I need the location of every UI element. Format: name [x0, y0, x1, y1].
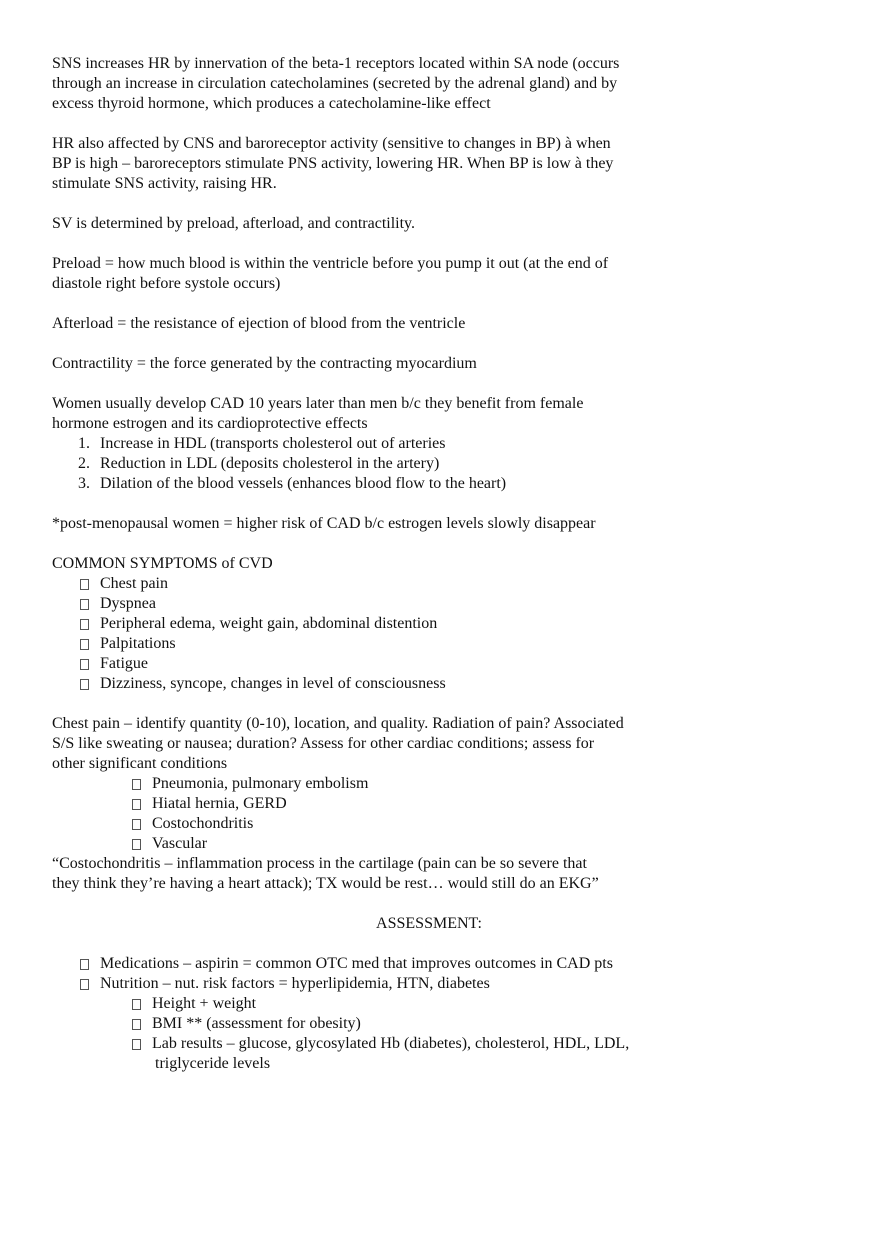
- list-item-text: Dyspnea: [100, 595, 156, 612]
- list-item-text: Costochondritis: [152, 815, 254, 832]
- list-item-text: Dilation of the blood vessels (enhances blood flow to the heart): [100, 475, 507, 492]
- list-item-text: Height + weight: [152, 995, 257, 1012]
- checkbox-bullet-icon: [80, 959, 89, 970]
- symptoms-heading: [52, 554, 852, 574]
- heading-text: COMMON SYMPTOMS of CVD: [52, 555, 273, 572]
- checkbox-bullet-icon: [80, 599, 89, 610]
- list-item-text: Nutrition – nut. risk factors = hyperlipidemia, HTN, diabetes: [100, 975, 490, 992]
- text-line: diastole right before systole occurs): [52, 275, 281, 292]
- list-item: [52, 474, 852, 494]
- text-line: through an increase in circulation catecholamines (secreted by the adrenal gland) and by: [52, 75, 618, 92]
- paragraph-afterload: [52, 314, 852, 334]
- checkbox-bullet-icon: [132, 999, 141, 1010]
- list-item: [52, 814, 852, 834]
- list-item-text: Peripheral edema, weight gain, abdominal distention: [100, 615, 438, 632]
- heading-text: ASSESSMENT:: [376, 915, 482, 932]
- checkbox-bullet-icon: [80, 639, 89, 650]
- list-item: [52, 614, 852, 634]
- list-item-text: Dizziness, syncope, changes in level of consciousness: [100, 675, 446, 692]
- list-item-text: Chest pain: [100, 575, 168, 592]
- list-item: [52, 794, 852, 814]
- nutrition-sublist: [52, 994, 852, 1074]
- list-item: [52, 434, 852, 454]
- paragraph-contractility: [52, 354, 852, 374]
- checkbox-bullet-icon: [132, 779, 141, 790]
- paragraph-women-cad: [52, 394, 852, 434]
- symptoms-list: [52, 574, 852, 694]
- text-line: S/S like sweating or nausea; duration? Assess for other cardiac conditions; assess for: [52, 735, 595, 752]
- checkbox-bullet-icon: [132, 1039, 141, 1050]
- text-line: stimulate SNS activity, raising HR.: [52, 175, 277, 192]
- list-number: 2.: [78, 455, 90, 472]
- list-item: [52, 834, 852, 854]
- checkbox-bullet-icon: [80, 679, 89, 690]
- list-item: [52, 674, 852, 694]
- text-line: “Costochondritis – inflammation process in the cartilage (pain can be so severe that: [52, 855, 587, 872]
- paragraph-costochondritis-quote: [52, 854, 852, 894]
- list-item-text: Reduction in LDL (deposits cholesterol in the artery): [100, 455, 440, 472]
- text-line: SNS increases HR by innervation of the beta-1 receptors located within SA node (occurs: [52, 55, 620, 72]
- list-item: [52, 634, 852, 654]
- list-item-text: Lab results – glucose, glycosylated Hb (diabetes), cholesterol, HDL, LDL,: [152, 1035, 630, 1052]
- checkbox-bullet-icon: [132, 819, 141, 830]
- list-item-text: Increase in HDL (transports cholesterol out of arteries: [100, 435, 446, 452]
- list-item-text: Hiatal hernia, GERD: [152, 795, 287, 812]
- paragraph-baroreceptor: [52, 134, 852, 194]
- checkbox-bullet-icon: [132, 1019, 141, 1030]
- other-conditions-list: [52, 774, 852, 854]
- list-item: [52, 1034, 852, 1074]
- list-item-text: BMI ** (assessment for obesity): [152, 1015, 361, 1032]
- list-item: [52, 974, 852, 994]
- document-page: [52, 54, 852, 1074]
- list-item: [52, 654, 852, 674]
- list-item-text: Medications – aspirin = common OTC med that improves outcomes in CAD pts: [100, 955, 613, 972]
- list-item: [52, 454, 852, 474]
- estrogen-effects-list: [52, 434, 852, 494]
- text-line: BP is high – baroreceptors stimulate PNS activity, lowering HR. When BP is low à they: [52, 155, 614, 172]
- list-item-text: Palpitations: [100, 635, 176, 652]
- text-line: Chest pain – identify quantity (0-10), location, and quality. Radiation of pain? Associated: [52, 715, 624, 732]
- text-line: they think they’re having a heart attack); TX would be rest… would still do an EKG”: [52, 875, 599, 892]
- list-item-text: Pneumonia, pulmonary embolism: [152, 775, 369, 792]
- list-item: [52, 594, 852, 614]
- list-item-text: triglyceride levels: [155, 1055, 271, 1072]
- list-number: 3.: [78, 475, 90, 492]
- assessment-list: [52, 954, 852, 994]
- text-line: other significant conditions: [52, 755, 228, 772]
- checkbox-bullet-icon: [80, 619, 89, 630]
- list-item: [52, 994, 852, 1014]
- text-line: Contractility = the force generated by the contracting myocardium: [52, 355, 477, 372]
- list-item: [52, 1014, 852, 1034]
- list-item: [52, 774, 852, 794]
- paragraph-sns: [52, 54, 852, 114]
- text-line: Afterload = the resistance of ejection of blood from the ventricle: [52, 315, 466, 332]
- text-line: HR also affected by CNS and baroreceptor activity (sensitive to changes in BP) à when: [52, 135, 611, 152]
- text-line: Preload = how much blood is within the ventricle before you pump it out (at the end of: [52, 255, 609, 272]
- checkbox-bullet-icon: [80, 579, 89, 590]
- paragraph-stroke-volume: [52, 214, 852, 234]
- checkbox-bullet-icon: [80, 979, 89, 990]
- text-line: *post-menopausal women = higher risk of CAD b/c estrogen levels slowly disappear: [52, 515, 596, 532]
- text-line: Women usually develop CAD 10 years later than men b/c they benefit from female: [52, 395, 584, 412]
- list-item: [52, 574, 852, 594]
- list-item-text: Fatigue: [100, 655, 148, 672]
- checkbox-bullet-icon: [132, 799, 141, 810]
- checkbox-bullet-icon: [80, 659, 89, 670]
- checkbox-bullet-icon: [132, 839, 141, 850]
- list-item: [52, 954, 852, 974]
- text-line: hormone estrogen and its cardioprotective effects: [52, 415, 368, 432]
- text-line: SV is determined by preload, afterload, and contractility.: [52, 215, 415, 232]
- paragraph-post-menopausal: [52, 514, 852, 534]
- paragraph-preload: [52, 254, 852, 294]
- list-item-text: Vascular: [152, 835, 208, 852]
- list-number: 1.: [78, 435, 90, 452]
- assessment-heading: [52, 914, 806, 934]
- text-line: excess thyroid hormone, which produces a catecholamine-like effect: [52, 95, 491, 112]
- paragraph-chest-pain: [52, 714, 852, 774]
